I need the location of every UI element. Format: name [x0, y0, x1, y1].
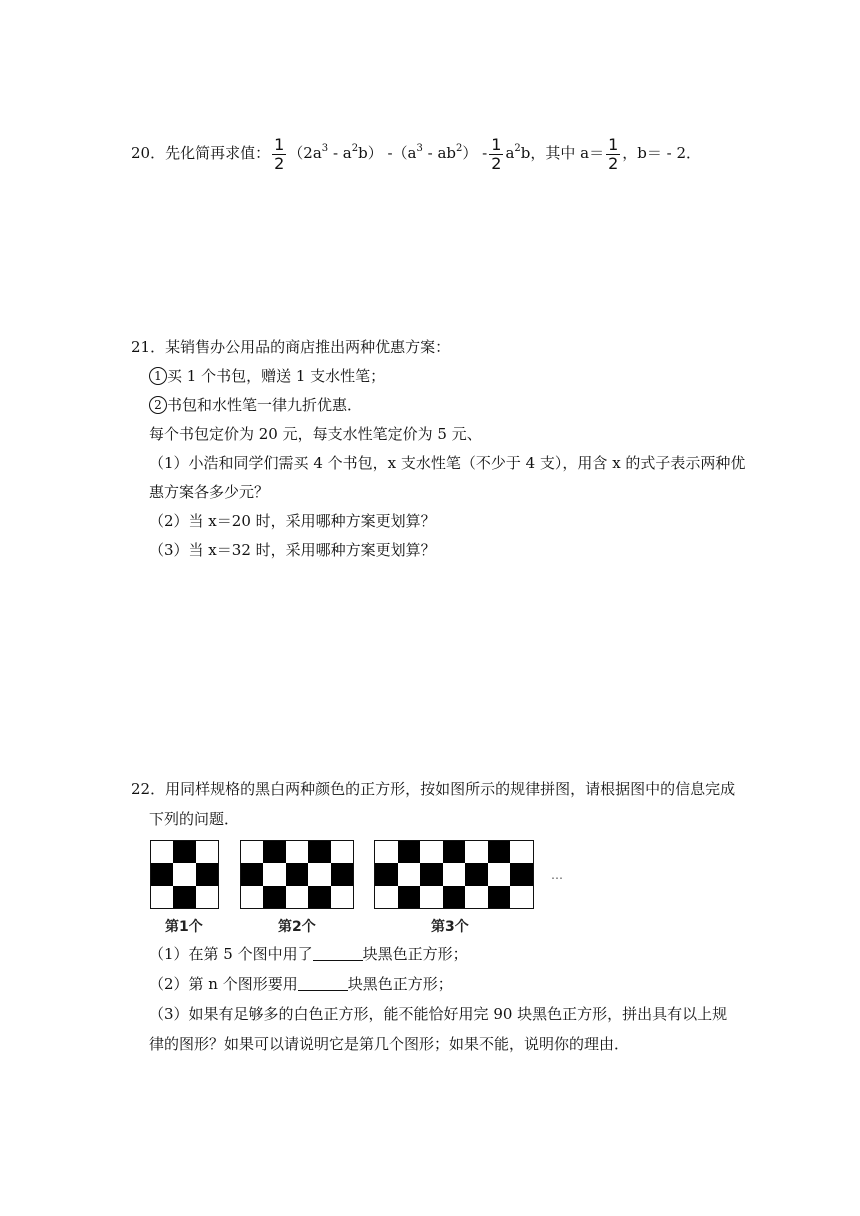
- figure-3-caption: 第3个: [431, 919, 469, 935]
- q20-expr-part: - ab: [422, 144, 457, 162]
- q21-part-1b: 惠方案各多少元？: [149, 483, 270, 501]
- q21-part-3: （3）当 x＝32 时，采用哪种方案更划算？: [149, 541, 436, 559]
- black-square: [263, 841, 285, 863]
- white-square: [286, 886, 308, 908]
- white-square: [241, 841, 263, 863]
- q21-option-1-text: 买 1 个书包，赠送 1 支水性笔；: [167, 367, 386, 385]
- q22-part-1: [149, 944, 468, 964]
- fraction-one-half: $\frac{1}{2}$: [608, 134, 619, 173]
- white-square: [331, 841, 353, 863]
- white-square: [196, 841, 218, 863]
- white-square: [241, 886, 263, 908]
- figure-1-caption: 第1个: [165, 919, 203, 935]
- black-square: [241, 863, 263, 885]
- q22-part-1-tail: 块黑色正方形；: [362, 945, 468, 963]
- black-square: [488, 841, 511, 863]
- q22-stem-line2: 下列的问题．: [149, 810, 240, 828]
- q21-prices: 每个书包定价为 20 元，每支水性笔定价为 5 元、: [149, 425, 482, 443]
- white-square: [488, 863, 511, 885]
- white-square: [465, 841, 488, 863]
- black-square: [308, 841, 330, 863]
- q22-part-2: [149, 974, 453, 994]
- black-square: [443, 886, 466, 908]
- white-square: [151, 886, 173, 908]
- black-square: [375, 863, 398, 885]
- white-square: [286, 841, 308, 863]
- white-square: [308, 863, 330, 885]
- pattern-figure-3: [374, 840, 534, 909]
- white-square: [151, 841, 173, 863]
- q21-part-1a: （1）小浩和同学们需买 4 个书包，x 支水性笔（不少于 4 支），用含 x 的式子表示两种优: [149, 454, 746, 472]
- black-square: [263, 886, 285, 908]
- black-square: [151, 863, 173, 885]
- q22-part-3b: 律的图形？如果可以请说明它是第几个图形；如果不能，说明你的理由．: [149, 1035, 630, 1053]
- black-square: [398, 886, 421, 908]
- q21-part-2: （2）当 x＝20 时，采用哪种方案更划算？: [149, 512, 436, 530]
- q20-line: 20．先化简再求值： $\frac{1}{2}$ $(2a^3 - a^2b)$ $-(a^3 - ab^2)$ - $\frac{1}{2}$ $a^2b$，其中 a＝ $\frac{1}{2}$ ，b＝ - 2．: [131, 134, 702, 173]
- black-square: [398, 841, 421, 863]
- black-square: [465, 863, 488, 885]
- q20-expr-part: b） -（a: [358, 144, 417, 162]
- fraction-one-half: $\frac{1}{2}$: [491, 134, 502, 173]
- q22-part-2-text: （2）第 n 个图形要用: [149, 975, 298, 993]
- black-square: [488, 886, 511, 908]
- answer-blank[interactable]: [298, 976, 348, 991]
- circled-number-1: 1: [149, 367, 167, 385]
- white-square: [196, 886, 218, 908]
- white-square: [331, 886, 353, 908]
- black-square: [173, 841, 195, 863]
- q20-expr-part: （2a: [288, 144, 322, 162]
- white-square: [263, 863, 285, 885]
- fraction-one-half: $\frac{1}{2}$: [274, 134, 285, 173]
- black-square: [443, 841, 466, 863]
- white-square: [510, 841, 533, 863]
- ellipsis: …: [551, 868, 563, 882]
- black-square: [331, 863, 353, 885]
- black-square: [308, 886, 330, 908]
- q20-expr-part: ，b＝ - 2．: [622, 144, 702, 162]
- q21-option-2: [149, 395, 362, 415]
- pattern-figure-1: [150, 840, 219, 909]
- white-square: [510, 886, 533, 908]
- white-square: [443, 863, 466, 885]
- figure-2-caption: 第2个: [278, 919, 316, 935]
- black-square: [173, 886, 195, 908]
- q20-expr-part: - a: [328, 144, 352, 162]
- white-square: [375, 841, 398, 863]
- q22-part-1-text: （1）在第 5 个图中用了: [149, 945, 313, 963]
- q20-intro: 先化简再求值：: [165, 144, 271, 162]
- q22-part-2-tail: 块黑色正方形；: [347, 975, 453, 993]
- white-square: [420, 886, 443, 908]
- q20-number: 20．: [131, 144, 166, 162]
- black-square: [196, 863, 218, 885]
- answer-blank[interactable]: [313, 946, 363, 961]
- q20-expr-part: b，其中 a＝: [520, 144, 605, 162]
- white-square: [465, 886, 488, 908]
- black-square: [510, 863, 533, 885]
- pattern-figure-2: [240, 840, 354, 909]
- white-square: [398, 863, 421, 885]
- white-square: [173, 863, 195, 885]
- black-square: [420, 863, 443, 885]
- q21-option-1: [149, 366, 385, 386]
- white-square: [420, 841, 443, 863]
- white-square: [375, 886, 398, 908]
- q22-stem-line1: 22．用同样规格的黑白两种颜色的正方形，按如图所示的规律拼图，请根据图中的信息完成: [131, 780, 736, 798]
- black-square: [286, 863, 308, 885]
- q21-option-2-text: 书包和水性笔一律九折优惠．: [167, 396, 363, 414]
- q20-expr-part: a: [505, 144, 515, 162]
- circled-number-2: 2: [149, 396, 167, 414]
- q22-part-3a: （3）如果有足够多的白色正方形，能不能恰好用完 90 块黑色正方形，拼出具有以上规: [149, 1005, 728, 1023]
- q20-expr-part: ） -: [462, 144, 488, 162]
- q21-stem: 21．某销售办公用品的商店推出两种优惠方案：: [131, 338, 451, 356]
